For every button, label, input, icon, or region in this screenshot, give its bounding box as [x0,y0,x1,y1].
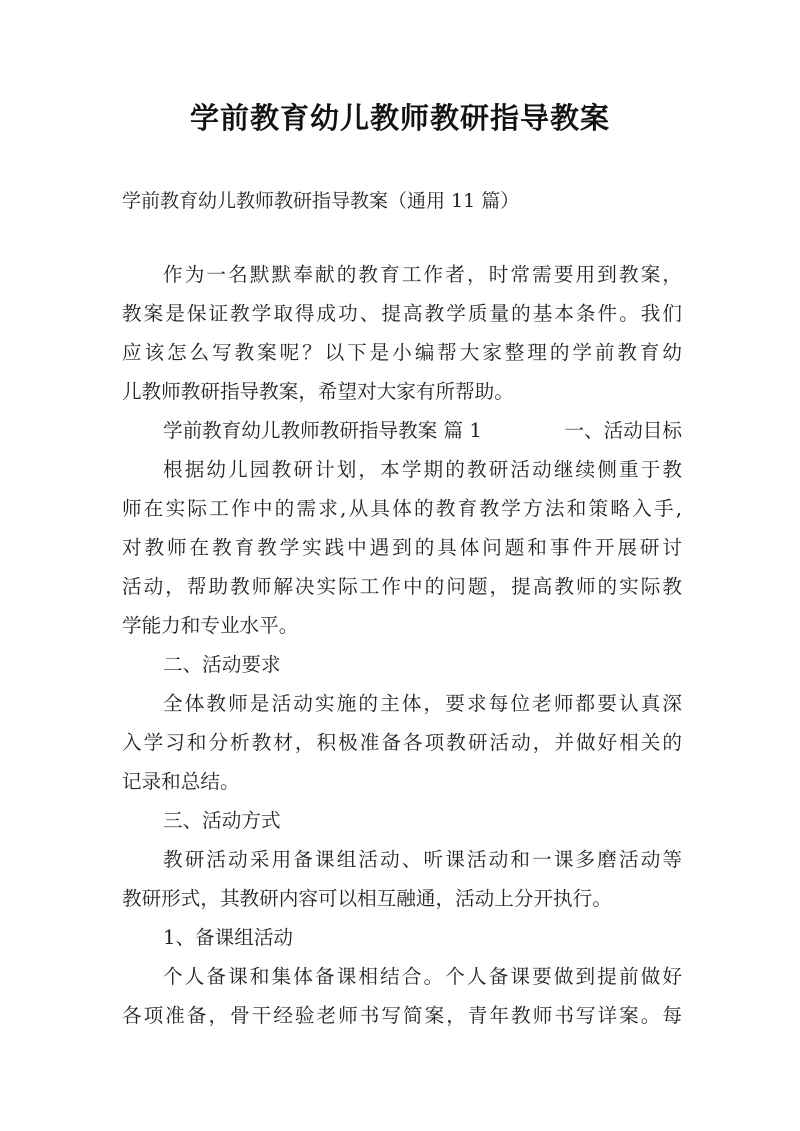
paragraph-line: 对教师在教育教学实践中遇到的具体问题和事件开展研讨 [122,536,682,559]
article-heading: 学前教育幼儿教师教研指导教案 篇 1 [163,419,482,442]
paragraph-line: 根据幼儿园教研计划，本学期的教研活动继续侧重于教 [163,458,682,481]
document-subtitle: 学前教育幼儿教师教研指导教案（通用 11 篇） [122,190,520,212]
section-heading: 一、活动目标 [564,419,682,442]
paragraph-line: 学能力和专业水平。 [122,614,299,637]
paragraph-line: 教研形式，其教研内容可以相互融通，活动上分开执行。 [122,887,612,910]
paragraph-line: 个人备课和集体备课相结合。个人备课要做到提前做好 [163,965,682,988]
document-body [122,255,682,1035]
paragraph-line: 活动，帮助教师解决实际工作中的问题，提高教师的实际教 [122,575,682,598]
paragraph-line: 儿教师教研指导教案，希望对大家有所帮助。 [122,380,514,403]
paragraph-line: 教研活动采用备课组活动、听课活动和一课多磨活动等 [163,848,682,871]
paragraph-line: 全体教师是活动实施的主体，要求每位老师都要认真深 [163,692,682,715]
section-heading: 二、活动要求 [163,653,281,676]
subsection-heading: 1、备课组活动 [163,926,294,949]
paragraph-line: 各项准备，骨干经验老师书写简案，青年教师书写详案。每 [122,1004,682,1027]
paragraph-line: 师在实际工作中的需求,从具体的教育教学方法和策略入手, [122,497,682,520]
document-title: 学前教育幼儿教师教研指导教案 [189,101,610,135]
paragraph-line: 入学习和分析教材，积极准备各项教研活动，并做好相关的 [122,731,682,754]
paragraph-line: 记录和总结。 [122,770,240,793]
paragraph-line: 教案是保证教学取得成功、提高教学质量的基本条件。我们 [122,302,682,325]
paragraph-line: 作为一名默默奉献的教育工作者，时常需要用到教案， [163,263,682,286]
section-heading: 三、活动方式 [163,809,281,832]
paragraph-line: 应该怎么写教案呢？以下是小编帮大家整理的学前教育幼 [122,341,682,364]
section-heading-line [122,411,682,450]
